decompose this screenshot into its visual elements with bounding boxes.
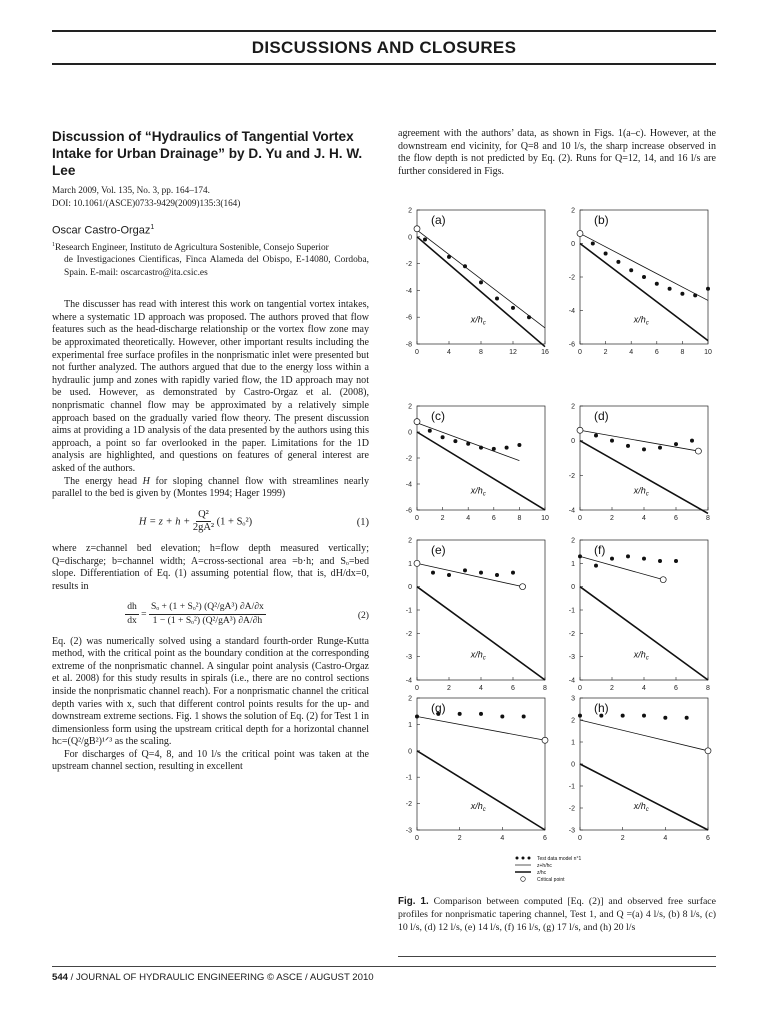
affil-line1: Research Engineer, Instituto de Agricultura Sostenible, Consejo Superior (55, 242, 329, 253)
panel-e-critical-point (414, 560, 420, 566)
author-text: Oscar Castro-Orgaz (52, 224, 151, 237)
panel-b-ytick-label: 2 (571, 207, 575, 215)
panel-f-ytick-label: 0 (571, 584, 575, 592)
panel-a-data-point (447, 255, 451, 259)
panel-b-ytick-label: -4 (568, 308, 575, 315)
panel-c-data-point (453, 439, 457, 443)
paragraph-1: The discusser has read with interest this work on tangential vortex intakes, where a systematic 1D approach was proposed. The authors proved that flow features such as the head-discharge relationship or the vortex flow zone may be approximated theoretically. However, other important results including the experimental free surface profiles in the nonprismatic inlet were presented but not further analyzed. The authors argued that due to the energy loss within a hydraulic jump and zones with rapidly varied flow, the 1D approach may not be used. However, as demonstrated by Castro-Orgaz et al. (2008), nonprismatic channel flow may be approximated by a relatively simple approach based on the gradually varied flow theory. The present discussion aims at providing a 1D analysis of the data presented by the authors using this approach, a point so far overlooked in the paper. Limitations for the 1D analysis are highlighted, and questions on features of general interest are asked of the authors. (52, 299, 369, 474)
panel-h-xtick-label: 4 (663, 835, 668, 842)
panel-d-critical-point (695, 448, 701, 454)
legend-marker-critical (521, 877, 526, 882)
panel-e-surface-line (417, 563, 523, 586)
eq1-fraction (193, 509, 214, 535)
eq2-number: (2) (357, 610, 369, 622)
equation-1 (52, 509, 369, 535)
panel-b-data-point (668, 287, 672, 291)
p2-start: The energy head (64, 475, 143, 487)
panel-a-data-point (479, 280, 483, 284)
panel-g-xtick-label: 0 (415, 835, 419, 842)
panel-f-critical-point (660, 577, 666, 583)
panel-e-ytick-label: 0 (408, 584, 412, 592)
panel-b-data-point (591, 242, 595, 246)
caption-text: Comparison between computed [Eq. (2)] and observed free surface profiles for nonprismatic tapering channel, Test 1, and Q =(a) 4 l/s, (b) 8 l/s, (c) 10 l/s, (d) 12 l/s, (e) 14 l/s, (f) 16 l/s, (g) 17 l/s, and (h) 20 l/s (398, 896, 716, 933)
panel-d-surface-line (580, 430, 698, 451)
eq1-tail: (1 + Sₒ²) (216, 516, 253, 528)
panel-c-data-point (505, 446, 509, 450)
panel-h-ytick-label: -1 (568, 783, 575, 791)
panel-c-ytick-label: 2 (408, 403, 412, 411)
caption-rule (398, 956, 716, 957)
panel-h-ytick-label: 2 (571, 717, 575, 725)
citation: March 2009, Vol. 135, No. 3, pp. 164–174. (52, 185, 210, 195)
panel-h-ytick-label: -3 (568, 827, 575, 835)
article-title: Discussion of “Hydraulics of Tangential Vortex Intake for Urban Drainage” by D. Yu and J. H. W. Lee (52, 129, 363, 178)
panel-a-xtick-label: 4 (447, 349, 451, 356)
panel-h-ytick-label: 1 (571, 739, 575, 747)
figure-1-plots (395, 198, 715, 888)
panel-e-xtick-label: 4 (479, 685, 483, 692)
panel-c-ytick-label: -4 (405, 481, 412, 489)
panel-a-ytick-label: 0 (408, 234, 412, 242)
panel-e-bed-line (417, 587, 545, 680)
panel-g-data-point (522, 714, 526, 718)
panel-c-critical-point (414, 419, 420, 425)
panel-g-data-point (479, 712, 483, 716)
panel-h-xtick-label: 0 (578, 835, 582, 842)
figure-caption (398, 895, 716, 934)
eq1-num: Q² (196, 509, 211, 523)
legend-entry: Test data model n°1 (537, 856, 582, 862)
legend-entry: z+h/hᴄ (537, 863, 552, 869)
panel-f-data-point (578, 554, 582, 558)
panel-f-data-point (626, 554, 630, 558)
panel-c-xlabel-sub: c (482, 491, 486, 498)
panel-h-data-point (578, 714, 582, 718)
panel-b-xlabel-sub: c (645, 320, 649, 327)
panel-d-data-point (610, 439, 614, 443)
paragraph-6: agreement with the authors’ data, as shown in Figs. 1(a–c). However, at the downstream end vicinity, for Q=8 and 10 l/s, the sharp increase observed in the flow depth is not predicted by Eq. (2). Runs for Q=12, 14, and 16 l/s are further considered in Figs. (398, 128, 716, 177)
panel-f-xtick-label: 2 (610, 685, 614, 692)
panel-f-xlabel: $x/h_c$ (633, 649, 649, 662)
panel-g-xtick-label: 4 (500, 835, 505, 842)
panel-a-xlabel-sub: c (482, 320, 486, 327)
panel-a-data-point (527, 315, 531, 319)
page-number: 544 (52, 972, 69, 983)
panel-h-critical-point (705, 748, 711, 754)
caption-label: Fig. 1. (398, 896, 429, 907)
panel-f-ytick-label: 1 (571, 560, 575, 568)
doi: DOI: 10.1061/(ASCE)0733-9429(2009)135:3(164) (52, 198, 241, 208)
panel-e-data-point (495, 573, 499, 577)
panel-c-xtick-label: 2 (440, 515, 445, 522)
panel-a-ytick-label: -2 (405, 261, 412, 269)
panel-b-xlabel: $x/h_c$ (633, 314, 649, 327)
panel-c-ytick-label: -6 (405, 507, 412, 515)
panel-a-xtick-label: 12 (509, 349, 517, 356)
panel-g-ytick-label: -3 (405, 827, 412, 835)
body-text (52, 299, 369, 774)
panel-c-ytick-label: -2 (405, 455, 412, 463)
panel-a-xtick-label: 0 (415, 349, 419, 356)
panel-c-data-point (428, 429, 432, 433)
equation-2: $\frac{dh}{dx}$ = $\frac{\text{Sₒ + (1 + Sₒ²) (Q²/gA³) ∂A/∂x}}{\text{1 − (1 + Sₒ²) (Q²/gA³) ∂A/∂h}}$ (2) (127, 601, 369, 626)
panel-e-data-point (511, 571, 515, 575)
paragraph-4: Eq. (2) was numerically solved using a standard fourth-order Runge-Kutta method, with the critical point as the boundary condition at the corresponding extreme of the nonprismatic channel. A singular point analysis (Castro-Orgaz et al. 2008) for this study results in spirals (i.e., there are no control sections inside the nonprismatic channel reach). For a nonprismatic channel the critical depth varies with x, such that different control points results for the up- and downstream extreme sections. Fig. 1 shows the solution of Eq. (2) for Test 1 in dimensionless form using the upstream critical depth for a horizontal channel hᴄ=(Q²/gB²)¹ᐟ³ as the scaling. (52, 635, 369, 748)
affil-rest: de Investigaciones Cientificas, Finca Alameda del Obispo, E-14080, Cordoba, Spain. E-mail: oscarcastro@ita.csic.es (64, 255, 369, 278)
panel-f-xtick-label: 6 (674, 685, 678, 692)
panel-f-data-point (642, 557, 646, 561)
panel-g-xlabel-sub: c (482, 806, 486, 813)
section-header: DISCUSSIONS AND CLOSURES (251, 38, 517, 57)
panel-g-data-point (500, 714, 504, 718)
panel-b-ytick-label: 0 (571, 241, 575, 248)
panel-d-ytick-label: -2 (568, 472, 575, 480)
legend-entry: Critical point (537, 877, 565, 883)
panel-d-ytick-label: 0 (571, 438, 575, 446)
panel-d-data-point (626, 444, 630, 448)
panel-a-data-point (495, 296, 499, 300)
panel-f-data-point (658, 559, 662, 563)
panel-b-data-point (629, 268, 633, 272)
panel-b-xtick-label: 4 (629, 349, 634, 356)
panel-a-data-point (511, 306, 515, 310)
author-name (52, 224, 369, 237)
panel-f-ytick-label: -1 (568, 607, 575, 615)
panel-e-ytick-label: -2 (405, 630, 412, 638)
panel-d-bed-line (580, 441, 708, 514)
panel-d-xtick-label: 2 (610, 515, 614, 522)
panel-e-data-point (447, 573, 451, 577)
panel-b-data-point (680, 292, 684, 296)
panel-d-data-point (642, 447, 646, 451)
panel-c-label: (c) (431, 409, 445, 423)
panel-c-xtick-label: 4 (466, 515, 471, 522)
panel-h-data-point (642, 714, 646, 718)
panel-f-xtick-label: 0 (578, 685, 582, 692)
panel-h-bed-line (580, 764, 708, 830)
panel-b-data-point (693, 293, 697, 297)
panel-d-data-point (658, 446, 662, 450)
panel-g-xtick-label: 2 (457, 835, 462, 842)
panel-g-ytick-label: 0 (408, 748, 412, 756)
panel-h-data-point (663, 716, 667, 720)
panel-e-xlabel: $x/h_c$ (470, 649, 486, 662)
panel-e-data-point (463, 568, 467, 572)
panel-e-xtick-label: 2 (447, 685, 451, 692)
panel-e-data-point (431, 571, 435, 575)
panel-d-data-point (690, 439, 694, 443)
panel-d-label: (d) (594, 409, 609, 423)
panel-e-ytick-label: -1 (405, 607, 412, 615)
panel-c-data-point (466, 442, 470, 446)
eq2-num: Sₒ + (1 + Sₒ²) (Q²/gA³) ∂A/∂x (149, 601, 266, 615)
legend-marker-data (528, 857, 531, 860)
panel-d-data-point (594, 433, 598, 437)
eq1-lhs: H = z + h + (138, 516, 193, 528)
panel-a-bed-line (417, 237, 545, 347)
figure-1 (395, 198, 715, 888)
panel-a-xlabel: $x/h_c$ (470, 314, 486, 327)
eq1-den: 2gA² (192, 522, 215, 534)
panel-a-label: (a) (431, 213, 446, 227)
panel-e-ytick-label: 2 (408, 537, 412, 545)
panel-d-xtick-label: 6 (674, 515, 678, 522)
right-column (398, 128, 716, 178)
panel-d-ytick-label: -4 (568, 507, 575, 515)
panel-d-data-point (674, 442, 678, 446)
panel-b-xtick-label: 10 (704, 349, 712, 356)
panel-h-data-point (685, 716, 689, 720)
panel-b-ytick-label: -6 (568, 341, 575, 349)
eq2-rhs (149, 601, 266, 627)
panel-g-data-point (415, 714, 419, 718)
panel-c-bed-line (417, 432, 545, 510)
legend-entry: z/hᴄ (537, 870, 547, 876)
panel-e-critical-point (520, 584, 526, 590)
eq2-lhs-den: dx (127, 614, 137, 626)
panel-e-data-point (479, 571, 483, 575)
panel-f-data-point (610, 557, 614, 561)
panel-e-xlabel-sub: c (482, 655, 486, 662)
panel-a-xtick-label: 8 (479, 349, 483, 356)
panel-g-ytick-label: -2 (405, 801, 412, 809)
panel-b-data-point (655, 282, 659, 286)
panel-e-ytick-label: 1 (408, 560, 412, 568)
eq2-lhs-num: dh (125, 601, 139, 615)
panel-a-surface-line (417, 230, 545, 328)
panel-h-ytick-label: 3 (571, 695, 575, 703)
panel-f-ytick-label: -2 (568, 630, 575, 638)
panel-a-data-point (423, 237, 427, 241)
panel-b-data-point (642, 275, 646, 279)
panel-g-xlabel: $x/h_c$ (470, 800, 486, 813)
panel-f-bed-line (580, 587, 708, 680)
panel-g-surface-line (417, 716, 545, 740)
panel-e-ytick-label: -3 (405, 654, 412, 662)
legend-marker-data (522, 857, 525, 860)
panel-c-xtick-label: 10 (541, 515, 549, 522)
panel-h-data-point (621, 714, 625, 718)
panel-b-surface-line (580, 233, 708, 300)
panel-g-label: (g) (431, 701, 446, 715)
affil-sup: 1 (52, 241, 55, 248)
panel-a-xtick-label: 16 (541, 349, 549, 356)
paragraph-5: For discharges of Q=4, 8, and 10 l/s the critical point was taken at the upstream channel section, resulting in excellent (52, 748, 369, 773)
panel-d-xlabel-sub: c (645, 491, 649, 498)
affiliation (52, 239, 369, 280)
panel-c-data-point (517, 443, 521, 447)
header-rule-bottom (52, 63, 716, 65)
panel-d-critical-point (577, 427, 583, 433)
panel-e-xtick-label: 0 (415, 685, 419, 692)
eq2-den: 1 − (1 + Sₒ²) (Q²/gA³) ∂A/∂h (152, 614, 263, 626)
panel-h-ytick-label: -2 (568, 805, 575, 813)
panel-b-critical-point (577, 230, 583, 236)
footer-rule (52, 966, 716, 967)
panel-g-xtick-label: 6 (543, 835, 547, 842)
journal-info: / JOURNAL OF HYDRAULIC ENGINEERING © ASCE / AUGUST 2010 (68, 972, 374, 983)
panel-b-data-point (616, 260, 620, 264)
panel-g-ytick-label: 2 (408, 695, 412, 703)
panel-g-critical-point (542, 737, 548, 743)
panel-f-xlabel-sub: c (645, 655, 649, 662)
panel-f-ytick-label: -4 (568, 677, 575, 685)
panel-a-ytick-label: -4 (405, 287, 412, 295)
panel-f-surface-line (580, 556, 663, 579)
panel-e-ytick-label: -4 (405, 677, 412, 685)
p2-end: for sloping channel flow with streamlines nearly parallel to the bed is given by (Montes 1994; Hager 1999) (52, 475, 369, 500)
header-rule-top (52, 30, 716, 32)
paragraph-3: where z=channel bed elevation; h=flow depth measured vertically; Q=discharge; b=channel width; A=cross-sectional area =b·h; and Sₒ=bed slope. Differentiation of Eq. (1) assuming potential flow, that is, dH/dx=0, results in (52, 542, 369, 592)
legend-marker-data (516, 857, 519, 860)
panel-c-xlabel: $x/h_c$ (470, 485, 486, 498)
panel-d-xtick-label: 0 (578, 515, 582, 522)
panel-e-label: (e) (431, 543, 446, 557)
panel-f-xtick-label: 8 (706, 685, 710, 692)
panel-h-ytick-label: 0 (571, 761, 575, 769)
panel-h-xtick-label: 6 (706, 835, 710, 842)
panel-a-ytick-label: 2 (408, 207, 412, 215)
panel-c-data-point (479, 446, 483, 450)
panel-g-ytick-label: 1 (408, 721, 412, 729)
panel-f-ytick-label: 2 (571, 537, 575, 545)
eq1-number: (1) (356, 516, 369, 528)
panel-f-label: (f) (594, 543, 606, 557)
panel-c-data-point (492, 447, 496, 451)
panel-e-xtick-label: 6 (511, 685, 515, 692)
panel-f-xtick-label: 4 (642, 685, 646, 692)
panel-d-ytick-label: 2 (571, 403, 575, 411)
panel-c-ytick-label: 0 (408, 429, 412, 437)
panel-h-label: (h) (594, 701, 609, 715)
panel-b-xtick-label: 8 (680, 349, 685, 356)
panel-h-surface-line (580, 720, 708, 751)
panel-g-bed-line (417, 751, 545, 830)
panel-g-ytick-label: -1 (405, 774, 412, 782)
panel-c-xtick-label: 0 (415, 515, 419, 522)
panel-g-data-point (458, 712, 462, 716)
eq2-lhs (125, 601, 139, 627)
panel-a-data-point (463, 264, 467, 268)
panel-b-xtick-label: 2 (603, 349, 608, 356)
panel-c-xtick-label: 8 (517, 515, 522, 522)
panel-b-bed-line (580, 244, 708, 341)
panel-d-xtick-label: 4 (642, 515, 646, 522)
panel-e-xtick-label: 8 (543, 685, 547, 692)
panel-b-data-point (706, 287, 710, 291)
panel-a-ytick-label: -6 (405, 314, 412, 322)
panel-c-data-point (441, 435, 445, 439)
panel-h-xlabel: $x/h_c$ (633, 800, 649, 813)
panel-f-data-point (594, 564, 598, 568)
panel-c-xtick-label: 6 (491, 515, 496, 522)
panel-d-xlabel: $x/h_c$ (633, 485, 649, 498)
panel-b-ytick-label: -2 (568, 274, 575, 282)
panel-b-xtick-label: 6 (654, 349, 659, 356)
panel-d-xtick-label: 8 (706, 515, 710, 522)
author-sup: 1 (150, 224, 155, 231)
panel-a-ytick-label: -8 (405, 341, 412, 349)
panel-h-xtick-label: 2 (620, 835, 625, 842)
panel-f-ytick-label: -3 (568, 654, 575, 662)
panel-a-critical-point (414, 226, 420, 232)
page-footer (52, 972, 374, 983)
panel-h-xlabel-sub: c (645, 806, 649, 813)
panel-b-xtick-label: 0 (578, 349, 582, 356)
left-column (52, 128, 369, 774)
paragraph-2: The energy head H for sloping channel flow with streamlines nearly parallel to the bed is given by (Montes 1994; Hager 1999) (52, 475, 369, 500)
panel-f-data-point (674, 559, 678, 563)
panel-b-label: (b) (594, 213, 609, 227)
panel-b-data-point (604, 252, 608, 256)
